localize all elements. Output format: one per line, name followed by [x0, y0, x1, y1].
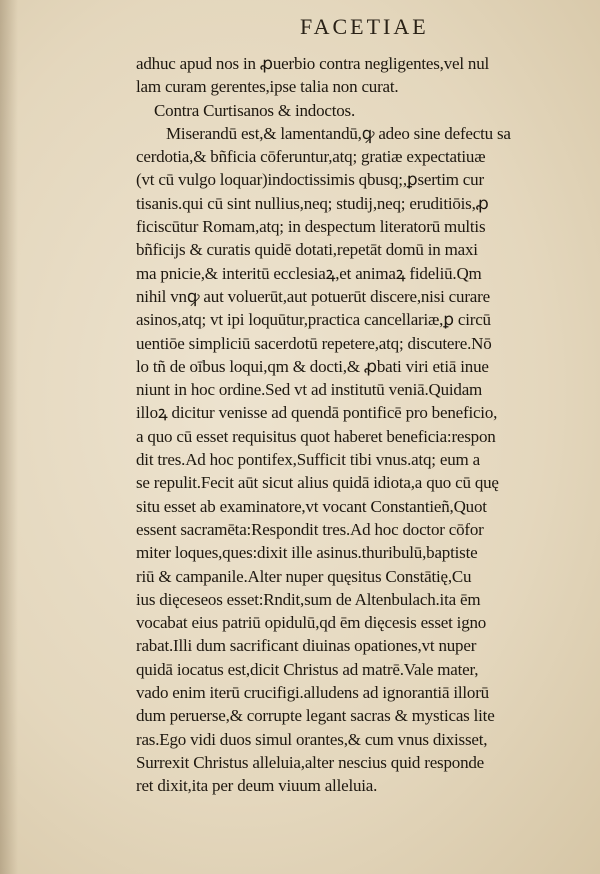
text-line: vado enim iterū crucifigi.alludens ad ignorantiā illorū	[136, 683, 489, 703]
text-line: se repulit.Fecit aūt sicut alius quidā idiota,a quo cū quę	[136, 473, 499, 493]
text-line: dit tres.Ad hoc pontifex,Sufficit tibi vnus.atq; eum a	[136, 450, 480, 470]
text-line: riū & campanile.Alter nuper quęsitus Constātię,Cu	[136, 566, 472, 586]
text-line: ius dięceseos esset:Rndit,sum de Altenbulach.ita ēm	[136, 589, 481, 609]
text-line: ras.Ego vidi duos simul orantes,& cum vnus dixisset,	[136, 729, 488, 749]
text-line: vocabat eius patriū opidulū,qd ēm dięcesis esset igno	[136, 613, 487, 633]
text-line: (vt cū vulgo loquar)indoctissimis qbusq;,ꝑsertim cur	[136, 170, 484, 190]
text-line: lo tñ de oībus loqui,qm & docti,& ꝓbati viri etiā inue	[136, 356, 489, 376]
text-line: rabat.Illi dum sacrificant diuinas opationes,vt nuper	[136, 636, 477, 656]
text-line: dum peruerse,& corrupte legant sacras & mysticas lite	[136, 706, 495, 726]
text-line: tisanis.qui cū sint nullius,neq; studij,neq; eruditiōis,ꝓ	[136, 193, 489, 213]
text-line: uentiōe simpliciū sacerdotū repetere,atq; discutere.Nō	[136, 333, 492, 353]
text-line: cerdotia,& bñficia cōferuntur,atq; gratiæ expectatiuæ	[136, 147, 486, 167]
text-line: miter loques,ques:dixit ille asinus.thuribulū,baptiste	[136, 543, 478, 563]
running-head: FACETIAE	[300, 14, 429, 39]
text-line: ficiscūtur Romam,atq; in despectum literatorū multis	[136, 217, 486, 237]
section-heading: Contra Curtisanos & indoctos.	[154, 100, 356, 120]
text-line: asinos,atq; vt ipi loquūtur,practica cancellariæ,ꝑ circū	[136, 310, 491, 330]
text-line: nihil vnꝙ aut voluerūt,aut potuerūt discere,nisi curare	[136, 286, 490, 306]
text-line: Miserandū est,& lamentandū,ꝙ adeo sine defectu sa	[166, 123, 511, 143]
text-line: a quo cū esset requisitus quot haberet beneficia:respon	[136, 426, 496, 446]
text-line: niunt in hoc ordine.Sed vt ad institutū veniā.Quidam	[136, 380, 483, 400]
text-block	[136, 52, 576, 798]
text-line: illoꝝ dicitur venisse ad quendā pontificē pro beneficio,	[136, 403, 498, 423]
text-line: quidā iocatus est,dicit Christus ad matrē.Vale mater,	[136, 659, 479, 679]
text-line: Surrexit Christus alleluia,alter nescius quid responde	[136, 752, 485, 772]
text-line: lam curam gerentes,ipse talia non curat.	[136, 77, 399, 97]
text-line: ma pnicie,& interitū ecclesiaꝝ,et animaꝝ fideliū.Qm	[136, 263, 482, 283]
text-line: situ esset ab examinatore,vt vocant Constantieñ,Quot	[136, 496, 487, 516]
gutter-shadow	[0, 0, 18, 874]
text-line: adhuc apud nos in ꝓuerbio contra negligentes,vel nul	[136, 54, 490, 73]
text-line: ret dixit,ita per deum viuum alleluia.	[136, 776, 378, 796]
text-line: bñficijs & curatis quidē dotati,repetāt domū in maxi	[136, 240, 478, 260]
text-line: essent sacramēta:Respondit tres.Ad hoc doctor cōfor	[136, 519, 484, 539]
